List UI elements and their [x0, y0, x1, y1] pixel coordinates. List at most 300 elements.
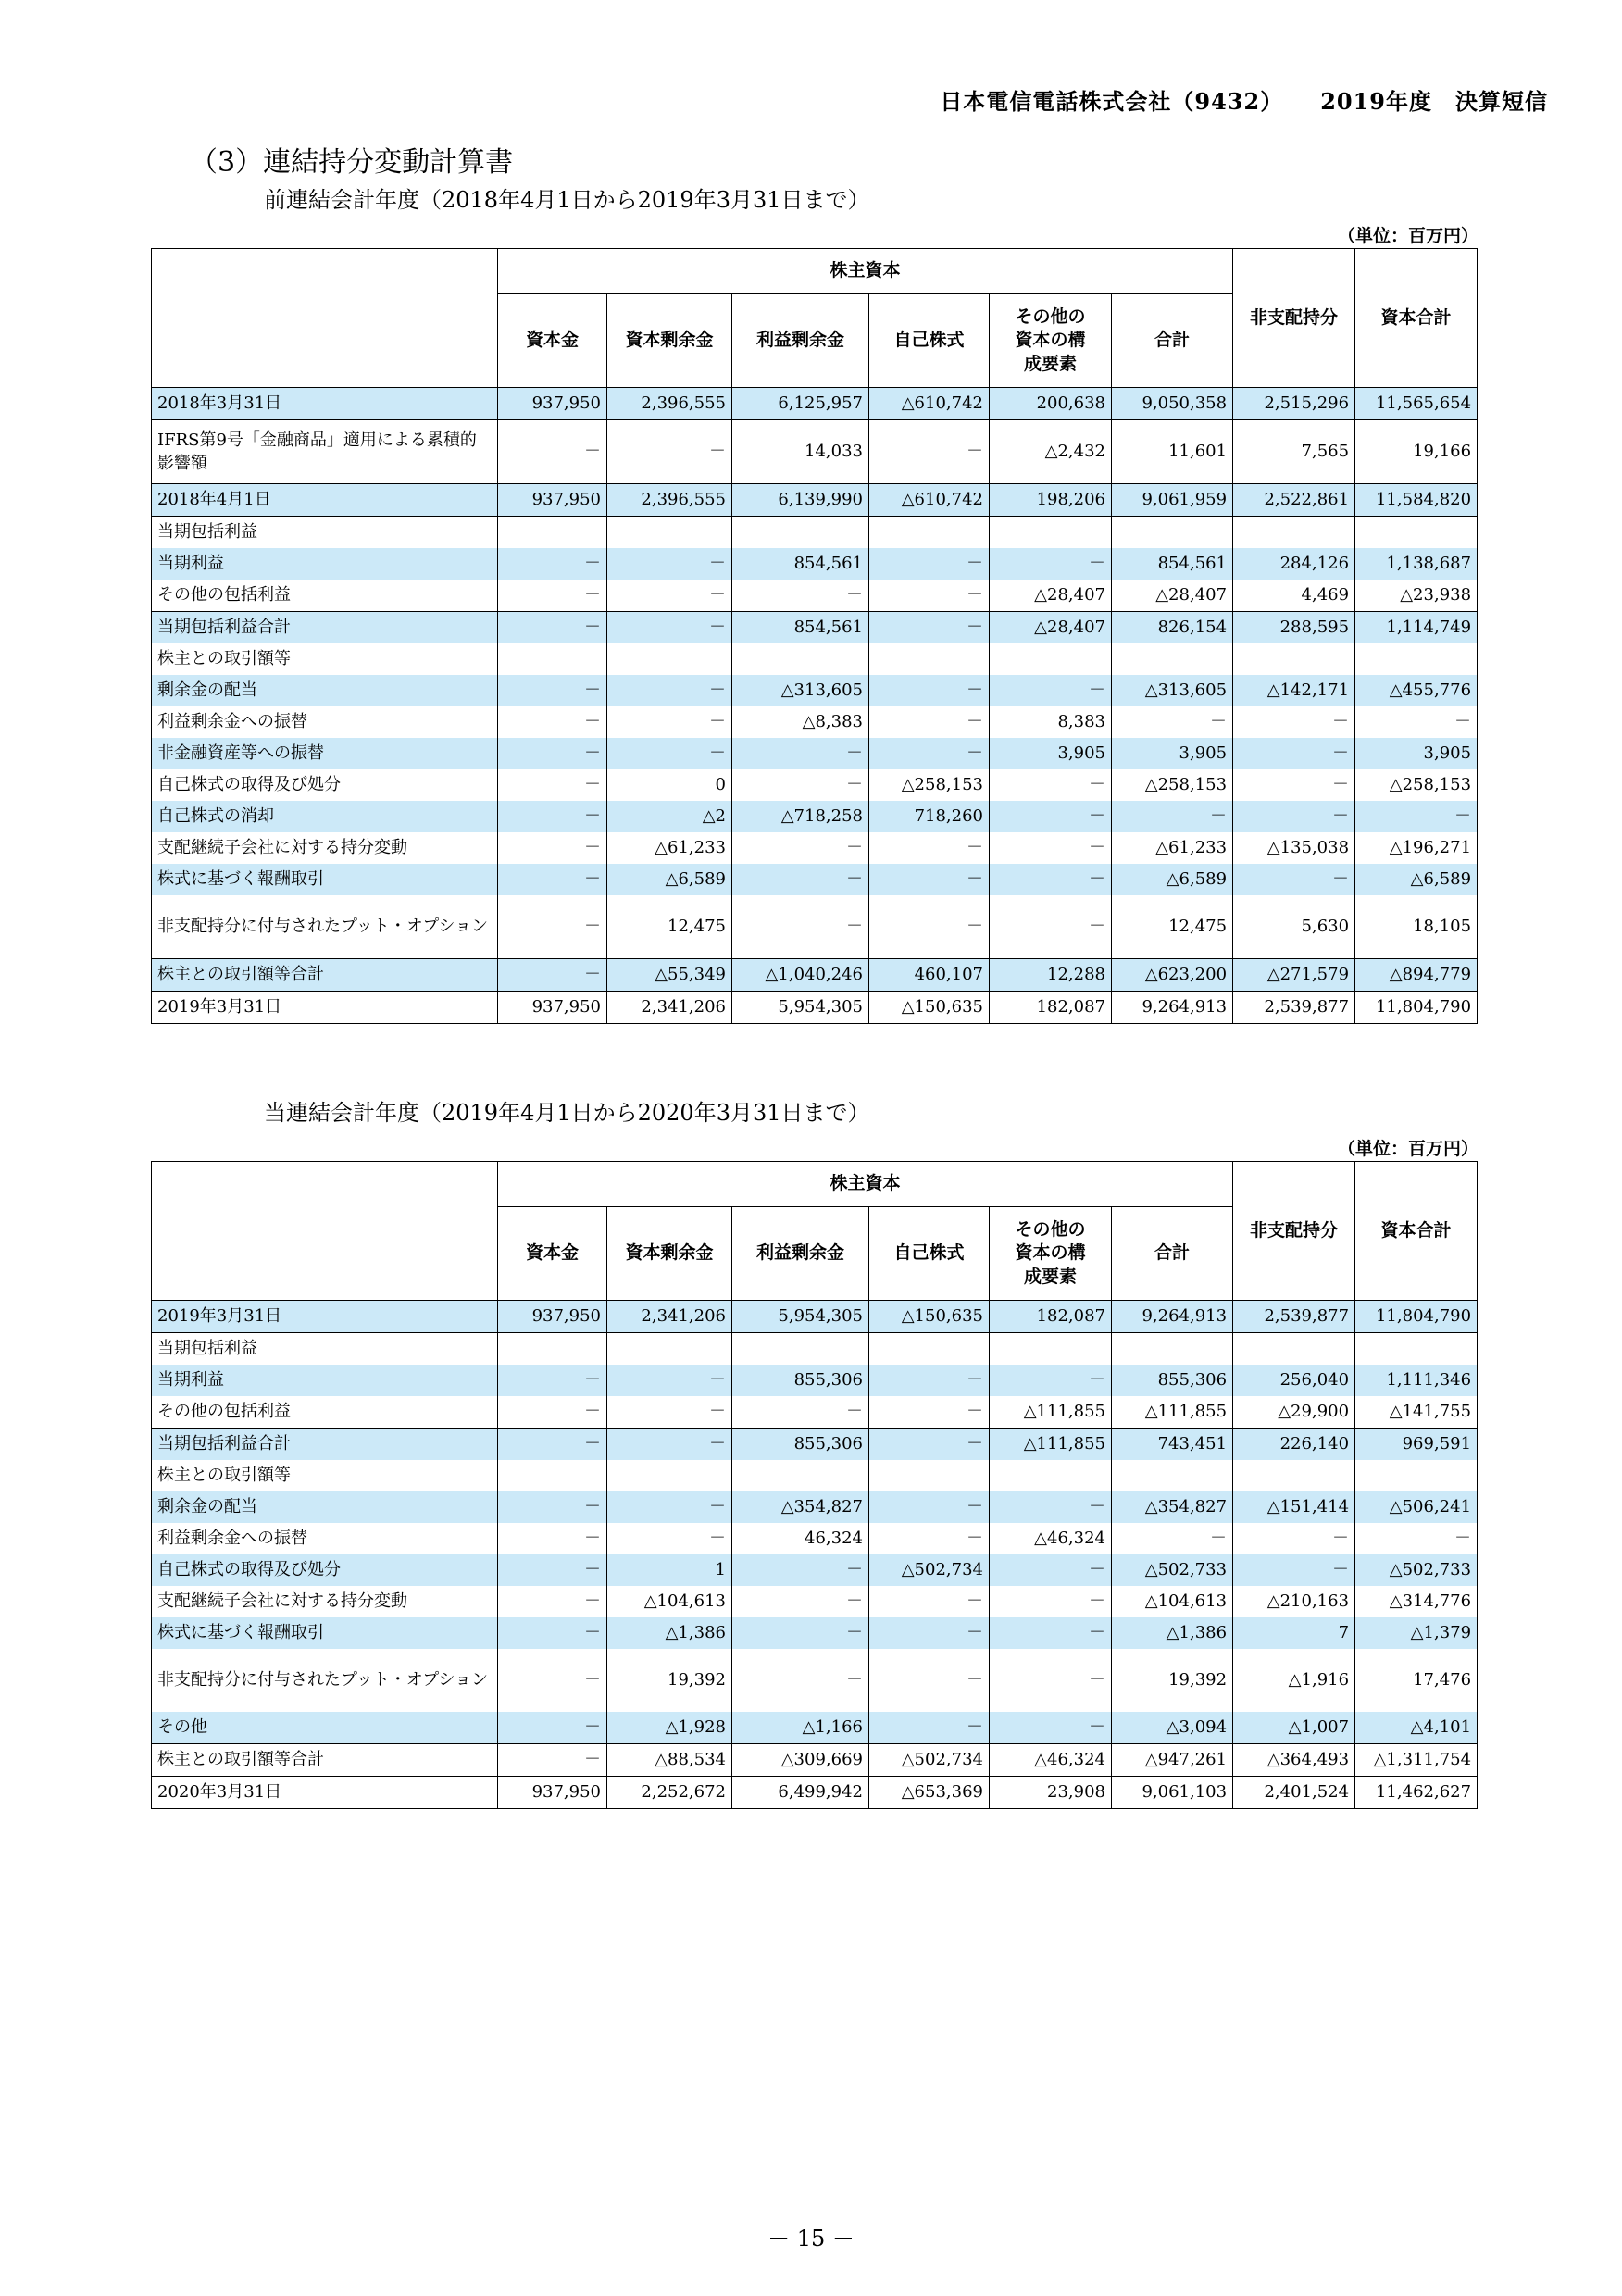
value-cell: －	[990, 801, 1112, 832]
value-cell: －	[498, 1429, 607, 1461]
value-cell: －	[498, 1523, 607, 1554]
value-cell	[869, 1460, 990, 1491]
value-cell: 200,638	[990, 388, 1112, 420]
value-cell: △111,855	[990, 1429, 1112, 1461]
row-label: 当期包括利益合計	[152, 1429, 498, 1461]
value-cell: －	[498, 1396, 607, 1429]
value-cell: △46,324	[990, 1744, 1112, 1777]
value-cell: 937,950	[498, 484, 607, 517]
value-cell: －	[732, 1617, 869, 1649]
value-cell: △55,349	[607, 959, 732, 992]
value-cell: △313,605	[732, 675, 869, 706]
value-cell: 0	[607, 769, 732, 801]
column-header: 資本合計	[1355, 249, 1478, 388]
table-row	[152, 801, 1478, 832]
value-cell: 11,584,820	[1355, 484, 1478, 517]
value-cell: －	[498, 580, 607, 612]
value-cell: －	[869, 1429, 990, 1461]
row-label: 支配継続子会社に対する持分変動	[152, 1586, 498, 1617]
row-label: その他	[152, 1712, 498, 1744]
value-cell: 743,451	[1112, 1429, 1233, 1461]
value-cell: 6,499,942	[732, 1777, 869, 1809]
value-cell: －	[869, 738, 990, 769]
value-cell: △1,386	[607, 1617, 732, 1649]
value-cell: －	[607, 1523, 732, 1554]
value-cell: －	[498, 1491, 607, 1523]
value-cell: －	[1233, 1523, 1355, 1554]
table-row	[152, 1586, 1478, 1617]
value-cell	[1233, 1333, 1355, 1366]
table-row	[152, 1460, 1478, 1491]
value-cell: 11,804,790	[1355, 1301, 1478, 1333]
value-cell: －	[607, 612, 732, 644]
value-cell: －	[732, 864, 869, 895]
column-header: 合計	[1112, 1207, 1233, 1301]
value-cell	[1112, 643, 1233, 675]
value-cell: △111,855	[990, 1396, 1112, 1429]
row-label: 2019年3月31日	[152, 992, 498, 1024]
value-cell: －	[732, 832, 869, 864]
column-header: その他の資本の構成要素	[990, 294, 1112, 388]
value-cell: △8,383	[732, 706, 869, 738]
value-cell	[869, 1333, 990, 1366]
value-cell: △258,153	[1112, 769, 1233, 801]
value-cell: －	[869, 864, 990, 895]
value-cell: －	[498, 675, 607, 706]
value-cell: △2,432	[990, 420, 1112, 484]
value-cell: －	[869, 675, 990, 706]
value-cell: 1,114,749	[1355, 612, 1478, 644]
row-label: 自己株式の消却	[152, 801, 498, 832]
value-cell: 937,950	[498, 1777, 607, 1809]
value-cell: －	[869, 1523, 990, 1554]
row-label: 非支配持分に付与されたプット・オプション	[152, 1649, 498, 1712]
value-cell: －	[990, 548, 1112, 580]
table-row	[152, 864, 1478, 895]
value-cell: －	[498, 612, 607, 644]
equity-table-current	[151, 1161, 1478, 1809]
column-header: 資本金	[498, 1207, 607, 1301]
value-cell	[990, 1460, 1112, 1491]
value-cell: △502,733	[1355, 1554, 1478, 1586]
value-cell: △111,855	[1112, 1396, 1233, 1429]
value-cell: △455,776	[1355, 675, 1478, 706]
row-label: 非支配持分に付与されたプット・オプション	[152, 895, 498, 959]
value-cell: －	[1112, 1523, 1233, 1554]
value-cell: △1,311,754	[1355, 1744, 1478, 1777]
row-label: 2018年4月1日	[152, 484, 498, 517]
value-cell: －	[498, 1712, 607, 1744]
value-cell: △506,241	[1355, 1491, 1478, 1523]
row-label: 2018年3月31日	[152, 388, 498, 420]
value-cell: 2,539,877	[1233, 992, 1355, 1024]
value-cell	[1112, 1333, 1233, 1366]
value-cell: －	[1355, 1523, 1478, 1554]
column-header: 利益剰余金	[732, 294, 869, 388]
value-cell	[1233, 1460, 1355, 1491]
value-cell: 937,950	[498, 388, 607, 420]
unit-label-prior: （単位：百万円）	[1337, 226, 1479, 246]
value-cell: △354,827	[1112, 1491, 1233, 1523]
column-header: 自己株式	[869, 1207, 990, 1301]
value-cell: 14,033	[732, 420, 869, 484]
value-cell: 5,954,305	[732, 992, 869, 1024]
value-cell: －	[990, 769, 1112, 801]
value-cell: －	[498, 801, 607, 832]
value-cell: △309,669	[732, 1744, 869, 1777]
table-row	[152, 1333, 1478, 1366]
value-cell: －	[869, 612, 990, 644]
value-cell: 19,392	[607, 1649, 732, 1712]
value-cell	[990, 1333, 1112, 1366]
value-cell: －	[607, 738, 732, 769]
table-row	[152, 769, 1478, 801]
table-row	[152, 895, 1478, 959]
value-cell: △271,579	[1233, 959, 1355, 992]
value-cell	[607, 643, 732, 675]
value-cell: 182,087	[990, 1301, 1112, 1333]
value-cell: △104,613	[1112, 1586, 1233, 1617]
value-cell: 18,105	[1355, 895, 1478, 959]
value-cell: －	[990, 1649, 1112, 1712]
value-cell: －	[498, 864, 607, 895]
corner-cell	[152, 249, 498, 388]
value-cell: △313,605	[1112, 675, 1233, 706]
value-cell	[1233, 643, 1355, 675]
value-cell: －	[990, 1617, 1112, 1649]
page-number: － 15 －	[767, 2226, 855, 2252]
value-cell: －	[869, 1649, 990, 1712]
value-cell: －	[607, 1429, 732, 1461]
value-cell: 182,087	[990, 992, 1112, 1024]
row-label: 当期包括利益	[152, 1333, 498, 1366]
value-cell: －	[607, 706, 732, 738]
period-title-prior: 前連結会計年度（2018年4月1日から2019年3月31日まで）	[264, 187, 870, 213]
value-cell: 460,107	[869, 959, 990, 992]
table-row	[152, 1429, 1478, 1461]
row-label: その他の包括利益	[152, 1396, 498, 1429]
value-cell: －	[869, 1586, 990, 1617]
value-cell: 284,126	[1233, 548, 1355, 580]
value-cell: △718,258	[732, 801, 869, 832]
table-row	[152, 643, 1478, 675]
table-row	[152, 388, 1478, 420]
column-header: 資本剰余金	[607, 1207, 732, 1301]
value-cell: △6,589	[1355, 864, 1478, 895]
value-cell: △894,779	[1355, 959, 1478, 992]
value-cell: △502,734	[869, 1554, 990, 1586]
row-label: 株式に基づく報酬取引	[152, 864, 498, 895]
value-cell: －	[990, 864, 1112, 895]
value-cell: 256,040	[1233, 1365, 1355, 1396]
value-cell: －	[1112, 706, 1233, 738]
column-header: 利益剰余金	[732, 1207, 869, 1301]
value-cell: －	[607, 1365, 732, 1396]
value-cell: △46,324	[990, 1523, 1112, 1554]
value-cell: －	[732, 1586, 869, 1617]
value-cell: 5,630	[1233, 895, 1355, 959]
value-cell: 12,475	[1112, 895, 1233, 959]
row-label: 当期利益	[152, 1365, 498, 1396]
value-cell: －	[990, 1712, 1112, 1744]
value-cell: 718,260	[869, 801, 990, 832]
value-cell: △29,900	[1233, 1396, 1355, 1429]
row-label: 利益剰余金への振替	[152, 706, 498, 738]
table-row	[152, 706, 1478, 738]
report-name: 2019年度 決算短信	[1320, 88, 1548, 115]
value-cell: －	[990, 1586, 1112, 1617]
row-label: 株主との取引額等	[152, 1460, 498, 1491]
unit-label-current: （単位：百万円）	[1337, 1139, 1479, 1159]
value-cell: 937,950	[498, 992, 607, 1024]
value-cell: 854,561	[732, 612, 869, 644]
row-label: IFRS第9号「金融商品」適用による累積的影響額	[152, 420, 498, 484]
value-cell: △1,928	[607, 1712, 732, 1744]
value-cell: 19,166	[1355, 420, 1478, 484]
value-cell: △61,233	[607, 832, 732, 864]
value-cell	[607, 1333, 732, 1366]
table-row	[152, 612, 1478, 644]
table-row	[152, 1491, 1478, 1523]
value-cell	[607, 517, 732, 549]
column-header: 合計	[1112, 294, 1233, 388]
value-cell: △1,916	[1233, 1649, 1355, 1712]
value-cell: 855,306	[732, 1429, 869, 1461]
value-cell: －	[990, 1491, 1112, 1523]
value-cell: 2,515,296	[1233, 388, 1355, 420]
value-cell: 2,341,206	[607, 992, 732, 1024]
value-cell: 3,905	[1112, 738, 1233, 769]
value-cell: －	[869, 548, 990, 580]
value-cell: △502,734	[869, 1744, 990, 1777]
value-cell: －	[607, 675, 732, 706]
value-cell	[1355, 517, 1478, 549]
table-row	[152, 1365, 1478, 1396]
value-cell: －	[1233, 769, 1355, 801]
value-cell: －	[1355, 801, 1478, 832]
table-row	[152, 738, 1478, 769]
value-cell: －	[1233, 801, 1355, 832]
value-cell: △135,038	[1233, 832, 1355, 864]
value-cell: 2,539,877	[1233, 1301, 1355, 1333]
value-cell	[732, 643, 869, 675]
value-cell: －	[869, 1712, 990, 1744]
group-header: 株主資本	[498, 249, 1233, 294]
value-cell: －	[607, 420, 732, 484]
value-cell: 854,561	[1112, 548, 1233, 580]
table-row	[152, 484, 1478, 517]
value-cell: －	[869, 1365, 990, 1396]
value-cell: △623,200	[1112, 959, 1233, 992]
value-cell: 17,476	[1355, 1649, 1478, 1712]
row-label: 当期包括利益合計	[152, 612, 498, 644]
row-label: 非金融資産等への振替	[152, 738, 498, 769]
value-cell: －	[498, 548, 607, 580]
value-cell: －	[498, 706, 607, 738]
value-cell: 12,475	[607, 895, 732, 959]
value-cell: 7,565	[1233, 420, 1355, 484]
value-cell: －	[990, 1554, 1112, 1586]
value-cell: 2,252,672	[607, 1777, 732, 1809]
value-cell: －	[869, 832, 990, 864]
value-cell: 855,306	[1112, 1365, 1233, 1396]
value-cell	[1112, 517, 1233, 549]
value-cell: －	[869, 895, 990, 959]
value-cell: －	[607, 548, 732, 580]
value-cell: －	[869, 706, 990, 738]
document-header	[940, 83, 1548, 116]
value-cell: －	[1112, 801, 1233, 832]
value-cell: 5,954,305	[732, 1301, 869, 1333]
value-cell: △28,407	[1112, 580, 1233, 612]
column-header: 資本合計	[1355, 1162, 1478, 1301]
value-cell: －	[498, 1744, 607, 1777]
value-cell: 855,306	[732, 1365, 869, 1396]
value-cell: －	[1233, 738, 1355, 769]
table-row	[152, 420, 1478, 484]
value-cell: －	[732, 1649, 869, 1712]
row-label: 株主との取引額等合計	[152, 1744, 498, 1777]
value-cell: 2,341,206	[607, 1301, 732, 1333]
table-row	[152, 1301, 1478, 1333]
value-cell: △1,040,246	[732, 959, 869, 992]
value-cell: 198,206	[990, 484, 1112, 517]
column-header: 資本金	[498, 294, 607, 388]
value-cell: －	[498, 769, 607, 801]
value-cell: △141,755	[1355, 1396, 1478, 1429]
table-row	[152, 1712, 1478, 1744]
value-cell	[732, 517, 869, 549]
value-cell: △151,414	[1233, 1491, 1355, 1523]
value-cell: 12,288	[990, 959, 1112, 992]
value-cell: －	[498, 1649, 607, 1712]
value-cell: 3,905	[1355, 738, 1478, 769]
value-cell	[1233, 517, 1355, 549]
value-cell	[732, 1460, 869, 1491]
column-header: 非支配持分	[1233, 249, 1355, 388]
value-cell: －	[607, 580, 732, 612]
value-cell: －	[732, 1396, 869, 1429]
value-cell: 2,396,555	[607, 484, 732, 517]
row-label: 当期包括利益	[152, 517, 498, 549]
value-cell: 9,050,358	[1112, 388, 1233, 420]
value-cell: △258,153	[869, 769, 990, 801]
value-cell: －	[732, 738, 869, 769]
value-cell	[607, 1460, 732, 1491]
value-cell: －	[990, 1365, 1112, 1396]
value-cell: －	[498, 1365, 607, 1396]
value-cell: －	[498, 895, 607, 959]
value-cell: △610,742	[869, 484, 990, 517]
row-label: 自己株式の取得及び処分	[152, 1554, 498, 1586]
value-cell	[498, 1460, 607, 1491]
section-title: （3）連結持分変動計算書	[190, 146, 514, 179]
value-cell: 9,061,959	[1112, 484, 1233, 517]
value-cell: 6,139,990	[732, 484, 869, 517]
row-label: 株主との取引額等	[152, 643, 498, 675]
row-label: 2020年3月31日	[152, 1777, 498, 1809]
value-cell: △653,369	[869, 1777, 990, 1809]
value-cell	[990, 517, 1112, 549]
value-cell: －	[498, 1586, 607, 1617]
period-title-current: 当連結会計年度（2019年4月1日から2020年3月31日まで）	[264, 1100, 870, 1126]
value-cell: 3,905	[990, 738, 1112, 769]
value-cell: △1,166	[732, 1712, 869, 1744]
group-header: 株主資本	[498, 1162, 1233, 1207]
value-cell: 9,264,913	[1112, 992, 1233, 1024]
value-cell: 854,561	[732, 548, 869, 580]
value-cell: △28,407	[990, 612, 1112, 644]
value-cell: －	[990, 675, 1112, 706]
value-cell: －	[498, 1554, 607, 1586]
value-cell: △104,613	[607, 1586, 732, 1617]
value-cell: △210,163	[1233, 1586, 1355, 1617]
value-cell: 2,522,861	[1233, 484, 1355, 517]
value-cell: △61,233	[1112, 832, 1233, 864]
value-cell: －	[732, 580, 869, 612]
table-row	[152, 992, 1478, 1024]
value-cell: 2,396,555	[607, 388, 732, 420]
value-cell: 1,138,687	[1355, 548, 1478, 580]
value-cell: 7	[1233, 1617, 1355, 1649]
value-cell	[1355, 1333, 1478, 1366]
value-cell: △6,589	[607, 864, 732, 895]
value-cell	[498, 643, 607, 675]
value-cell: －	[1233, 706, 1355, 738]
value-cell: △364,493	[1233, 1744, 1355, 1777]
value-cell: －	[869, 1396, 990, 1429]
corner-cell	[152, 1162, 498, 1301]
value-cell	[1355, 643, 1478, 675]
value-cell: 1	[607, 1554, 732, 1586]
row-label: 株式に基づく報酬取引	[152, 1617, 498, 1649]
table-row	[152, 1554, 1478, 1586]
value-cell	[498, 517, 607, 549]
value-cell	[869, 517, 990, 549]
row-label: 当期利益	[152, 548, 498, 580]
value-cell: △502,733	[1112, 1554, 1233, 1586]
value-cell: 2,401,524	[1233, 1777, 1355, 1809]
table-row	[152, 675, 1478, 706]
value-cell: 8,383	[990, 706, 1112, 738]
equity-table-prior	[151, 248, 1478, 1024]
value-cell: △2	[607, 801, 732, 832]
row-label: 利益剰余金への振替	[152, 1523, 498, 1554]
value-cell: 4,469	[1233, 580, 1355, 612]
column-header: その他の資本の構成要素	[990, 1207, 1112, 1301]
value-cell: 969,591	[1355, 1429, 1478, 1461]
value-cell: －	[1233, 864, 1355, 895]
value-cell: △314,776	[1355, 1586, 1478, 1617]
table-row	[152, 548, 1478, 580]
table-row	[152, 832, 1478, 864]
value-cell: △150,635	[869, 992, 990, 1024]
value-cell: 826,154	[1112, 612, 1233, 644]
value-cell: 6,125,957	[732, 388, 869, 420]
value-cell: 226,140	[1233, 1429, 1355, 1461]
value-cell: 9,061,103	[1112, 1777, 1233, 1809]
table-row	[152, 1523, 1478, 1554]
header-row-group	[152, 249, 1478, 294]
value-cell: △1,007	[1233, 1712, 1355, 1744]
table-row	[152, 959, 1478, 992]
row-label: 株主との取引額等合計	[152, 959, 498, 992]
column-header: 資本剰余金	[607, 294, 732, 388]
value-cell: △28,407	[990, 580, 1112, 612]
value-cell	[498, 1333, 607, 1366]
value-cell: －	[869, 580, 990, 612]
value-cell: －	[732, 769, 869, 801]
